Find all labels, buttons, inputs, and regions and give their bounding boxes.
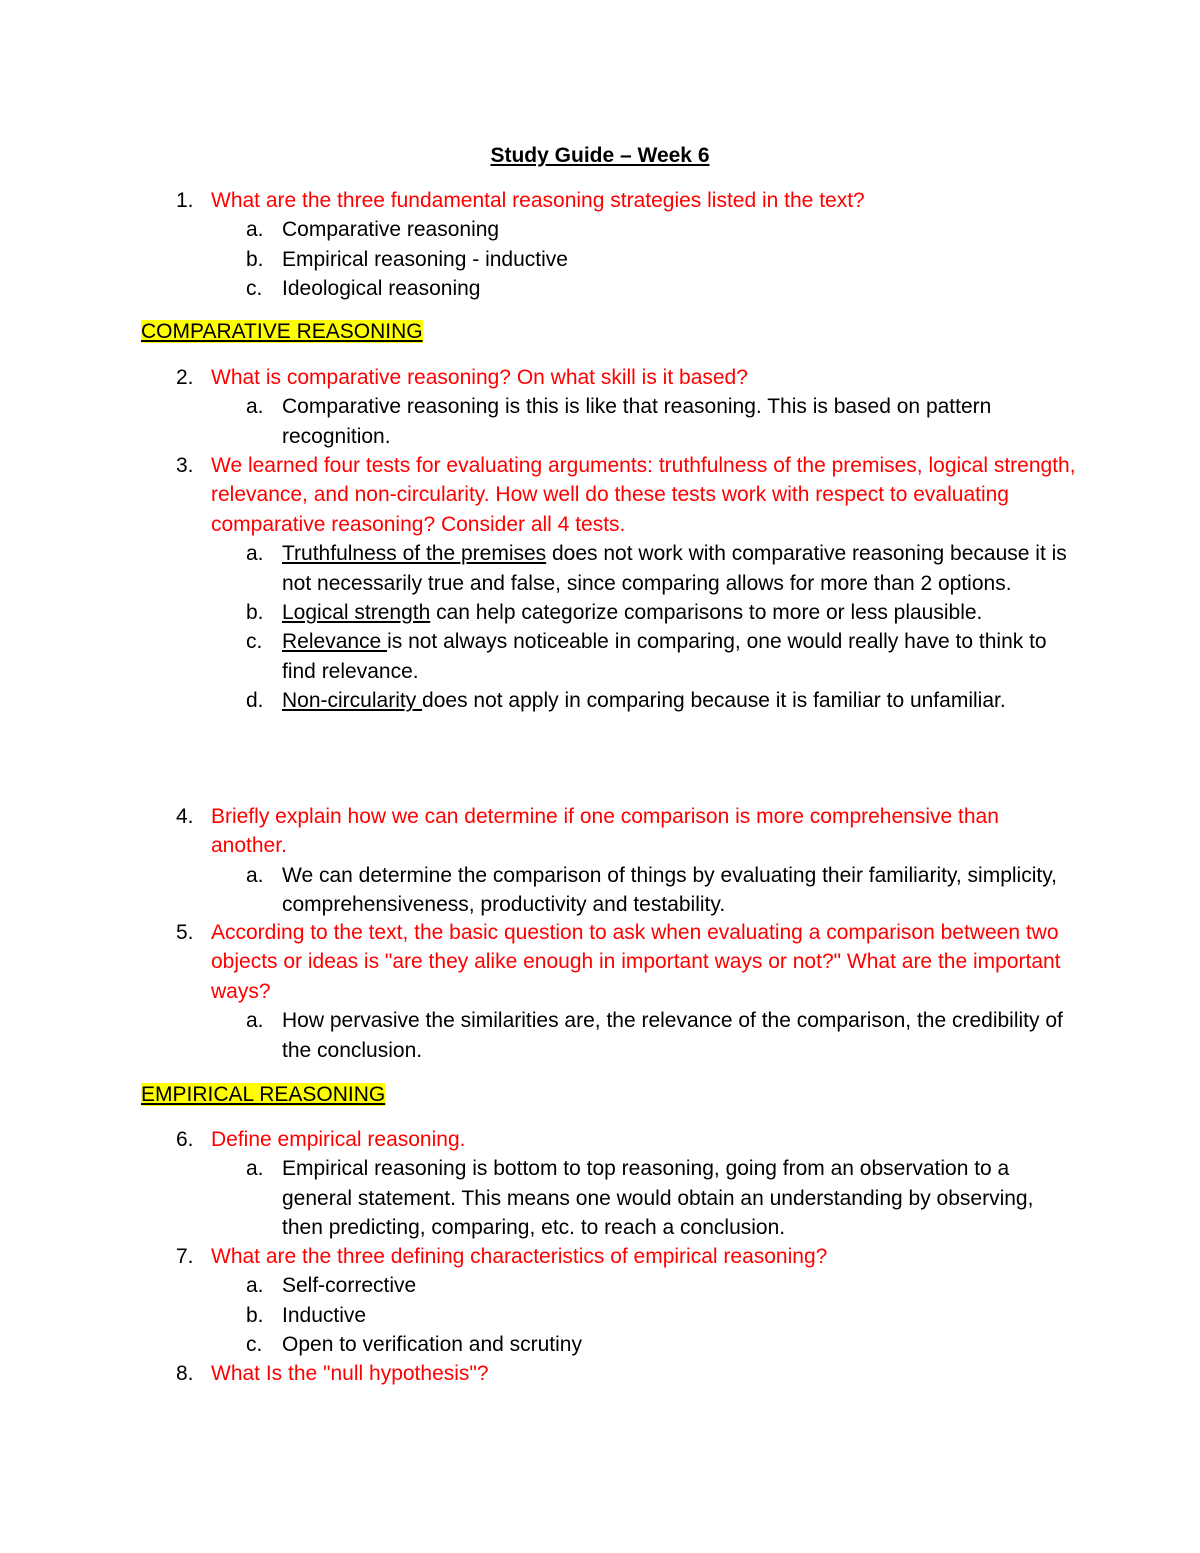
answer-text: How pervasive the similarities are, the relevance of the comparison, the credibility of the conclusion. [282, 1009, 1063, 1062]
answer-item [246, 1154, 1076, 1242]
question-text: We learned four tests for evaluating arguments: truthfulness of the premises, logical strength, relevance, and non-circularity. How well do these tests work with respect to evaluating comparative reasoning? Consider all 4 tests. [211, 454, 1076, 536]
answer-term: Non-circularity [282, 689, 423, 713]
answer-item [246, 627, 1076, 686]
answer-text: does not apply in comparing because it is familiar to unfamiliar. [422, 689, 1006, 713]
answer-item [246, 215, 1076, 244]
answer-item [246, 598, 1076, 627]
answer-term: Truthfulness of the premises [282, 542, 547, 566]
answer-item [246, 1330, 1076, 1359]
answer-letter: b. [246, 247, 264, 271]
answer-text: Self-corrective [282, 1274, 417, 1298]
answer-text: Comparative reasoning [282, 218, 500, 242]
answer-item [246, 861, 1076, 920]
question-2 [176, 363, 1076, 451]
answer-item [246, 274, 1076, 303]
answer-text: can help categorize comparisons to more or less plausible. [430, 601, 983, 625]
answer-text: Empirical reasoning is bottom to top reasoning, going from an observation to a general statement. This means one would obtain an understanding by observing, then predicting, comparing, etc. to reach a conclusion. [282, 1157, 1034, 1240]
answer-item [246, 539, 1076, 598]
answer-letter: a. [246, 1157, 264, 1181]
answer-item [246, 1271, 1076, 1300]
section-heading-comparative: COMPARATIVE REASONING [141, 320, 423, 343]
page-title: Study Guide – Week 6 [490, 144, 710, 167]
question-text: What Is the "null hypothesis"? [211, 1362, 489, 1385]
answer-term: Logical strength [282, 601, 431, 625]
question-text: According to the text, the basic question to ask when evaluating a comparison between two objects or ideas is "are they alike enough in important ways or not?" What are the important ways? [211, 921, 1061, 1003]
answer-text: Comparative reasoning is this is like that reasoning. This is based on pattern recognition. [282, 395, 992, 448]
question-6 [176, 1125, 1076, 1243]
answer-letter: b. [246, 1303, 264, 1327]
answer-letter: a. [246, 395, 264, 419]
question-text: What are the three defining characteristics of empirical reasoning? [211, 1245, 828, 1268]
question-1 [176, 186, 1076, 304]
answer-letter: a. [246, 218, 264, 242]
answer-text: Open to verification and scrutiny [282, 1333, 582, 1357]
question-number: 3. [176, 454, 194, 477]
answer-item [246, 1301, 1076, 1330]
answer-text: We can determine the comparison of things by evaluating their familiarity, simplicity, comprehensiveness, productivity and testability. [282, 863, 1058, 917]
answer-term: Relevance [282, 630, 388, 654]
answer-letter: b. [246, 601, 264, 625]
answer-text: is not always noticeable in comparing, one would really have to think to find relevance. [282, 630, 1047, 683]
answer-text: Empirical reasoning - inductive [282, 247, 568, 271]
answer-letter: d. [246, 689, 264, 713]
answer-letter: c. [246, 1333, 263, 1357]
question-5 [176, 918, 1076, 1065]
question-4 [176, 802, 1076, 920]
question-8 [176, 1359, 1076, 1388]
answer-item [246, 245, 1076, 274]
question-text: What is comparative reasoning? On what skill is it based? [211, 366, 748, 389]
answer-item [246, 686, 1076, 715]
question-number: 8. [176, 1362, 194, 1385]
question-7 [176, 1242, 1076, 1360]
question-text: Define empirical reasoning. [211, 1128, 466, 1151]
answer-text: does not work with comparative reasoning because it is not necessarily true and false, since comparing allows for more than 2 options. [282, 542, 1067, 595]
question-number: 4. [176, 805, 194, 828]
question-number: 6. [176, 1128, 194, 1151]
answer-letter: a. [246, 1274, 264, 1298]
section-heading-empirical: EMPIRICAL REASONING [141, 1083, 386, 1106]
question-3 [176, 451, 1076, 716]
question-number: 1. [176, 189, 194, 212]
question-number: 7. [176, 1245, 194, 1268]
answer-item [246, 1006, 1076, 1065]
question-text: What are the three fundamental reasoning strategies listed in the text? [211, 189, 865, 212]
answer-text: Ideological reasoning [282, 277, 481, 301]
answer-letter: c. [246, 630, 263, 654]
answer-letter: a. [246, 542, 264, 566]
question-number: 5. [176, 921, 194, 944]
question-number: 2. [176, 366, 194, 389]
answer-letter: a. [246, 1009, 264, 1033]
question-text: Briefly explain how we can determine if one comparison is more comprehensive than another. [211, 805, 999, 858]
answer-letter: a. [246, 863, 264, 887]
answer-item [246, 392, 1076, 451]
answer-text: Inductive [282, 1303, 367, 1327]
answer-letter: c. [246, 277, 263, 301]
